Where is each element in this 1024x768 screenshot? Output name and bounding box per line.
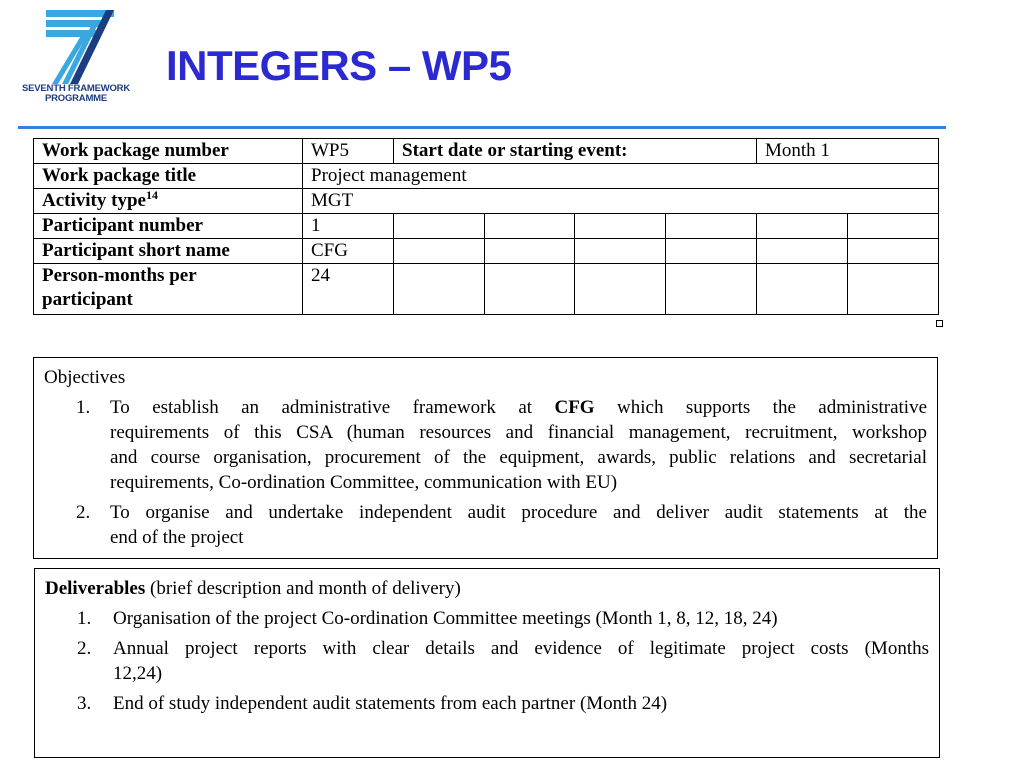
deliverables-heading	[45, 577, 929, 601]
activity-type-text: Activity type	[42, 190, 146, 211]
objectives-heading: Objectives	[44, 367, 126, 388]
work-package-table	[33, 138, 939, 315]
organisation-name: CFG	[554, 397, 595, 418]
objective-1-line-1	[110, 395, 927, 420]
title-divider	[18, 126, 946, 129]
empty-cell	[757, 239, 848, 264]
table-row	[34, 189, 939, 214]
person-months-label-line-2: participant	[42, 289, 133, 310]
list-number: 1.	[76, 397, 91, 418]
empty-cell	[848, 239, 939, 264]
empty-cell	[848, 264, 939, 315]
participant-number-value: 1	[303, 214, 394, 239]
wp-number-value: WP5	[303, 139, 394, 164]
wp-title-label: Work package title	[34, 164, 303, 189]
objectives-box	[33, 357, 938, 559]
list-number: 2.	[76, 502, 91, 523]
objective-1-line-4: requirements, Co-ordination Committee, communication with EU)	[110, 472, 618, 493]
fp7-logo-text	[14, 84, 138, 104]
list-item	[77, 636, 929, 686]
list-number: 2.	[77, 638, 92, 659]
person-months-label-line-1: Person-months per	[42, 265, 197, 286]
empty-cell	[394, 239, 485, 264]
activity-type-value: MGT	[303, 189, 939, 214]
empty-cell	[575, 214, 666, 239]
deliverables-heading-rest: (brief description and month of delivery)	[150, 578, 461, 599]
wp-title-value: Project management	[303, 164, 939, 189]
empty-cell	[757, 264, 848, 315]
list-item	[77, 691, 929, 716]
empty-cell	[666, 264, 757, 315]
empty-cell	[394, 264, 485, 315]
empty-cell	[485, 214, 575, 239]
table-row	[34, 164, 939, 189]
empty-cell	[575, 239, 666, 264]
deliverables-box	[34, 568, 940, 758]
deliverable-3-line-1: End of study independent audit statements from each partner (Month 24)	[113, 693, 668, 714]
logo-line-2: PROGRAMME	[44, 93, 108, 104]
start-date-label: Start date or starting event:	[394, 139, 757, 164]
fp7-logo-icon	[38, 8, 116, 84]
footnote-marker: 14	[145, 188, 158, 202]
table-row	[34, 214, 939, 239]
deliverable-2-line-2: 12,24)	[113, 663, 163, 684]
wp-number-label: Work package number	[34, 139, 303, 164]
objective-1-line-3: and course organisation, procurement of the equipment, awards, public relations and secretarial	[110, 447, 927, 468]
empty-cell	[485, 239, 575, 264]
logo-line-1: SEVENTH FRAMEWORK	[22, 83, 130, 94]
participant-short-name-value: CFG	[303, 239, 394, 264]
table-row	[34, 264, 939, 315]
empty-cell	[575, 264, 666, 315]
table-row	[34, 239, 939, 264]
objective-2-line-1: To organise and undertake independent audit procedure and deliver audit statements at the	[110, 502, 927, 523]
activity-type-label	[34, 189, 303, 214]
table-resize-handle[interactable]	[936, 320, 943, 327]
deliverable-1-line-1: Organisation of the project Co-ordination Committee meetings (Month 1, 8, 12, 18, 24)	[113, 608, 778, 629]
deliverable-2-line-1: Annual project reports with clear details and evidence of legitimate project costs (Months	[113, 638, 929, 659]
list-number: 1.	[77, 608, 92, 629]
fp7-logo	[14, 8, 138, 108]
person-months-value: 24	[303, 264, 394, 315]
participant-short-name-label: Participant short name	[34, 239, 303, 264]
objective-2-line-2: end of the project	[110, 527, 244, 548]
list-number: 3.	[77, 693, 92, 714]
empty-cell	[848, 214, 939, 239]
empty-cell	[666, 239, 757, 264]
list-item	[72, 395, 927, 495]
page-title: INTEGERS – WP5	[166, 42, 512, 89]
deliverables-heading-bold: Deliverables	[45, 578, 146, 599]
text-run: To establish an administrative framework at	[110, 397, 533, 418]
table-row	[34, 139, 939, 164]
empty-cell	[666, 214, 757, 239]
list-item	[72, 500, 927, 550]
list-item	[77, 606, 929, 631]
text-run: which supports the administrative	[617, 397, 928, 418]
participant-number-label: Participant number	[34, 214, 303, 239]
person-months-label	[34, 264, 303, 315]
objective-1-line-2: requirements of this CSA (human resources and financial management, recruitment, workshop	[110, 422, 927, 443]
empty-cell	[757, 214, 848, 239]
start-date-value: Month 1	[757, 139, 939, 164]
empty-cell	[485, 264, 575, 315]
empty-cell	[394, 214, 485, 239]
